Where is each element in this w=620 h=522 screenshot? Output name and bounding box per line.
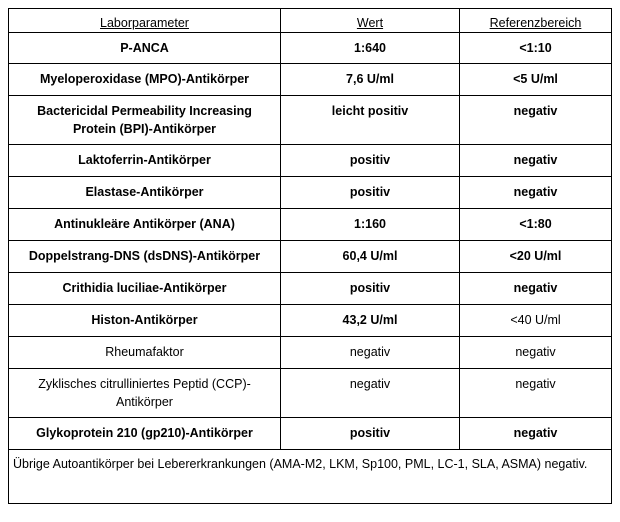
value-cell: positiv: [281, 145, 460, 177]
parameter-cell: Rheumafaktor: [9, 337, 281, 369]
parameter-cell: Crithidia luciliae-Antikörper: [9, 273, 281, 305]
header-cell-value: [281, 9, 460, 33]
reference-cell: negativ: [460, 145, 612, 177]
table-footnote-row: [9, 450, 612, 504]
table-row: [9, 64, 612, 96]
table-row: [9, 369, 612, 418]
table-row: [9, 305, 612, 337]
reference-cell: negativ: [460, 418, 612, 450]
parameter-cell: Zyklisches citrulliniertes Peptid (CCP)-Antikörper: [9, 369, 281, 418]
reference-cell: <20 U/ml: [460, 241, 612, 273]
value-cell: 60,4 U/ml: [281, 241, 460, 273]
value-cell: 1:640: [281, 33, 460, 64]
table-header-row: [9, 9, 612, 33]
reference-cell: negativ: [460, 337, 612, 369]
value-cell: negativ: [281, 369, 460, 418]
table-row: [9, 33, 612, 64]
header-cell-reference: [460, 9, 612, 33]
table-row: [9, 209, 612, 241]
parameter-cell: Doppelstrang-DNS (dsDNS)-Antikörper: [9, 241, 281, 273]
reference-cell: negativ: [460, 177, 612, 209]
value-cell: 43,2 U/ml: [281, 305, 460, 337]
table-row: [9, 177, 612, 209]
value-cell: negativ: [281, 337, 460, 369]
table-row: [9, 418, 612, 450]
reference-cell: <1:10: [460, 33, 612, 64]
parameter-cell: Bactericidal Permeability Increasing Protein (BPI)-Antikörper: [9, 96, 281, 145]
value-cell: leicht positiv: [281, 96, 460, 145]
header-label-parameter: Laborparameter: [100, 16, 189, 30]
reference-cell: negativ: [460, 369, 612, 418]
table-row: [9, 337, 612, 369]
value-cell: positiv: [281, 273, 460, 305]
parameter-cell: Laktoferrin-Antikörper: [9, 145, 281, 177]
parameter-cell: Antinukleäre Antikörper (ANA): [9, 209, 281, 241]
parameter-cell: P-ANCA: [9, 33, 281, 64]
reference-cell: <40 U/ml: [460, 305, 612, 337]
value-cell: 1:160: [281, 209, 460, 241]
reference-cell: <5 U/ml: [460, 64, 612, 96]
value-cell: 7,6 U/ml: [281, 64, 460, 96]
header-label-reference: Referenzbereich: [489, 16, 582, 30]
header-cell-parameter: [9, 9, 281, 33]
header-label-value: Wert: [356, 16, 384, 30]
parameter-cell: Histon-Antikörper: [9, 305, 281, 337]
parameter-cell: Glykoprotein 210 (gp210)-Antikörper: [9, 418, 281, 450]
lab-results-table: [8, 8, 612, 504]
reference-cell: negativ: [460, 273, 612, 305]
reference-cell: negativ: [460, 96, 612, 145]
value-cell: positiv: [281, 418, 460, 450]
value-cell: positiv: [281, 177, 460, 209]
table-row: [9, 145, 612, 177]
parameter-cell: Myeloperoxidase (MPO)-Antikörper: [9, 64, 281, 96]
parameter-cell: Elastase-Antikörper: [9, 177, 281, 209]
table-row: [9, 273, 612, 305]
table-row: [9, 96, 612, 145]
footnote-text: Übrige Autoantikörper bei Lebererkrankungen (AMA-M2, LKM, Sp100, PML, LC-1, SLA, ASMA) negativ.: [9, 450, 612, 504]
reference-cell: <1:80: [460, 209, 612, 241]
table-row: [9, 241, 612, 273]
